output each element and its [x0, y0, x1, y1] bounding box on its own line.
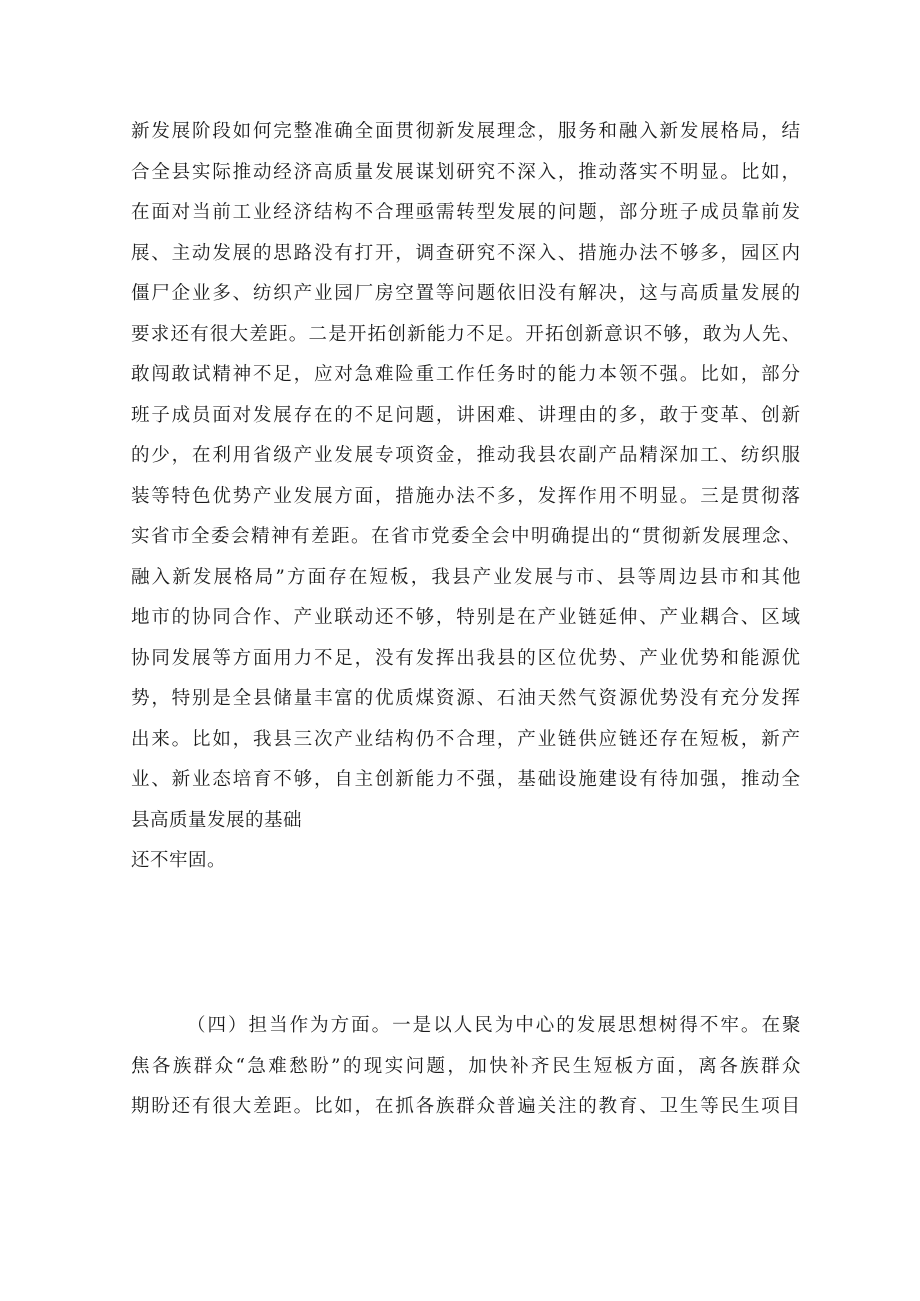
text-line: 装 等 特 色 优 势 产 业 发 展 方 面 ， 措 施 办 法 不 多 ， 发 挥 作 用 不 明 显 。 三 是 贯 彻 落 — [131, 485, 801, 507]
text-line: 在 面 对 当 前 工 业 经 济 结 构 不 合 理 亟 需 转 型 发 展 的 问 题 ， 部 分 班 子 成 员 靠 前 发 — [131, 202, 801, 223]
text-line: 展 、 主 动 发 展 的 思 路 没 有 打 开 ， 调 查 研 究 不 深 入 、 措 施 办 法 不 够 多 ， 园 区 内 — [131, 242, 801, 264]
text-line: 僵 尸 企 业 多 、 纺 织 产 业 园 厂 房 空 置 等 问 题 依 旧 没 有 解 决 ， 这 与 高 质 量 发 展 的 — [131, 283, 801, 304]
text-line: 敢 闯 敢 试 精 神 不 足 ， 应 对 急 难 险 重 工 作 任 务 时 的 能 力 本 领 不 强 。 比 如 ， 部 分 — [131, 364, 801, 385]
text-line: 还不牢固。 — [131, 850, 227, 871]
text-line: 地 市 的 协 同 合 作 、 产 业 联 动 还 不 够 ， 特 别 是 在 产 业 链 延 伸 、 产 业 耦 合 、 区 域 — [131, 607, 801, 628]
text-line: 的 少 ， 在 利 用 省 级 产 业 发 展 专 项 资 金 ， 推 动 我 县 农 副 产 品 精 深 加 工 、 纺 织 服 — [131, 445, 801, 466]
text-line: 融 入 新 发 展 格 局 ” 方 面 存 在 短 板 ， 我 县 产 业 发 展 与 市 、 县 等 周 边 县 市 和 其 他 — [131, 566, 801, 588]
text-line: 协 同 发 展 等 方 面 用 力 不 足 ， 没 有 发 挥 出 我 县 的 区 位 优 势 、 产 业 优 势 和 能 源 优 — [131, 647, 801, 669]
text-line: 合 全 县 实 际 推 动 经 济 高 质 量 发 展 谋 划 研 究 不 深 入 ， 推 动 落 实 不 明 显 。 比 如 ， — [131, 161, 801, 183]
text-line: 要 求 还 有 很 大 差 距 。 二 是 开 拓 创 新 能 力 不 足 。 开 拓 创 新 意 识 不 够 ， 敢 为 人 先 、 — [131, 323, 801, 345]
text-line: 实 省 市 全 委 会 精 神 有 差 距 。 在 省 市 党 委 全 会 中 明 确 提 出 的 “ 贯 彻 新 发 展 理 念 、 — [131, 526, 801, 547]
text-line: 班 子 成 员 面 对 发 展 存 在 的 不 足 问 题 ， 讲 困 难 、 讲 理 由 的 多 ， 敢 于 变 革 、 创 新 — [131, 404, 801, 426]
text-line: 业 、 新 业 态 培 育 不 够 ， 自 主 创 新 能 力 不 强 ， 基 础 设 施 建 设 有 待 加 强 ， 推 动 全 — [131, 769, 801, 790]
text-line: 焦 各 族 群 众 “ 急 难 愁 盼 ” 的 现 实 问 题 ， 加 快 补 齐 民 生 短 板 方 面 ， 离 各 族 群 众 — [131, 1055, 801, 1077]
text-line: 县高质量发展的基础 — [131, 809, 303, 831]
text-line: 期 盼 还 有 很 大 差 距 。 比 如 ， 在 抓 各 族 群 众 普 遍 关 注 的 教 育 、 卫 生 等 民 生 项 目 — [131, 1096, 801, 1117]
section-four-paragraph — [131, 1006, 801, 1128]
text-line: 势 ， 特 别 是 全 县 储 量 丰 富 的 优 质 煤 资 源 、 石 油 天 然 气 资 源 优 势 没 有 充 分 发 挥 — [131, 688, 801, 709]
text-line: 新 发 展 阶 段 如 何 完 整 准 确 全 面 贯 彻 新 发 展 理 念 ， 服 务 和 融 入 新 发 展 格 局 ， 结 — [131, 121, 801, 142]
section-heading-line: （ 四 ） 担 当 作 为 方 面 。 一 是 以 人 民 为 中 心 的 发 展 思 想 树 得 不 牢 。 在 聚 — [187, 1015, 801, 1036]
paragraph-continuation — [131, 112, 801, 882]
text-line: 出 来 。 比 如 ， 我 县 三 次 产 业 结 构 仍 不 合 理 ， 产 业 链 供 应 链 还 存 在 短 板 ， 新 产 — [131, 728, 801, 750]
